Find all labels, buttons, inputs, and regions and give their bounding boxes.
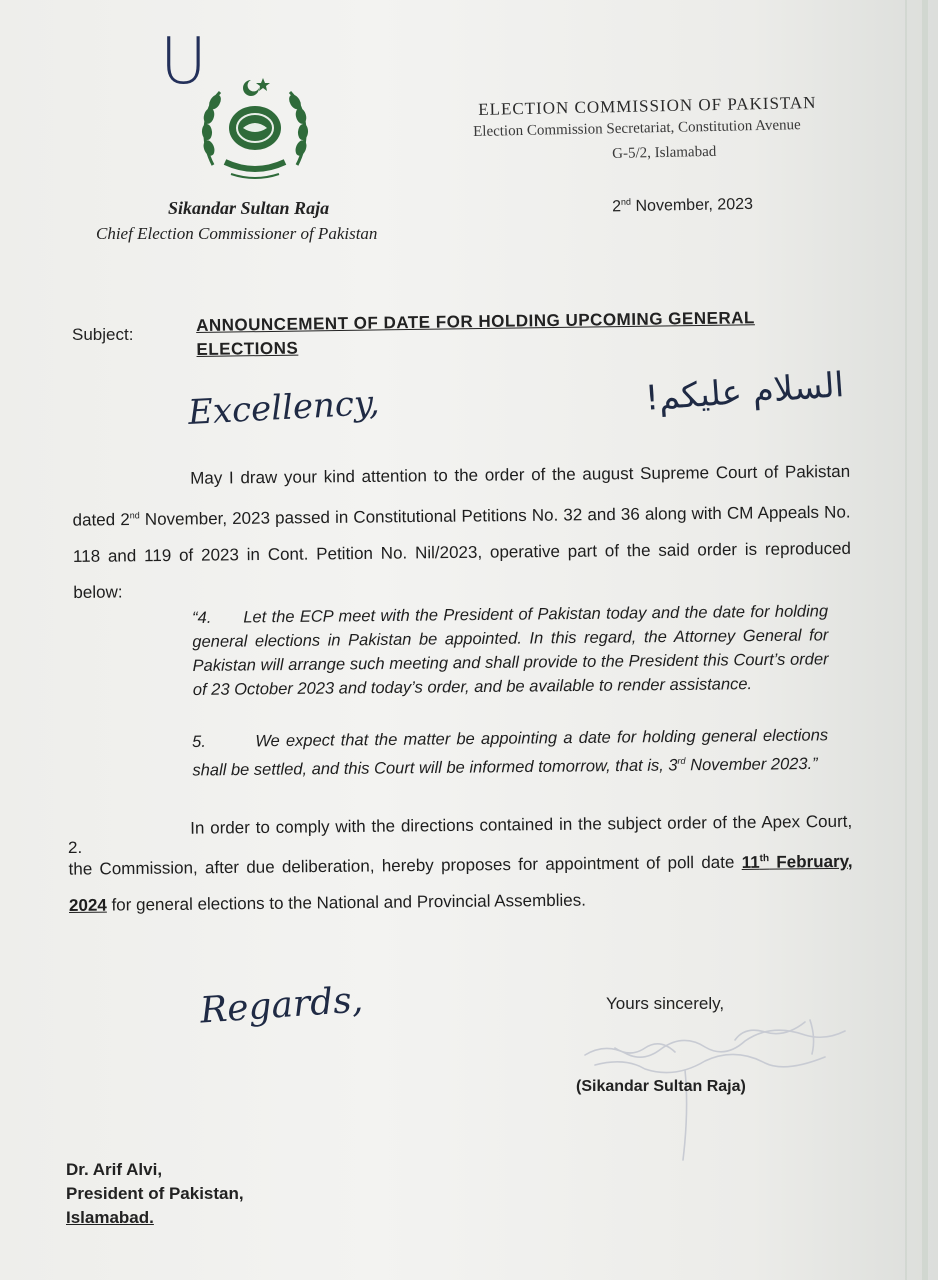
scan-streak (905, 0, 907, 1280)
yours-sincerely: Yours sincerely, (606, 994, 725, 1013)
quote-item-4: “4. Let the ECP meet with the President of Pakistan today and the date for holding general elections in Pakistan be appointed. In this regard, the Attorney General for Pakistan will arrange such meeting and shall provide to the President this Court’s order of 23 October 2023 and today’s order, and be available to render assistance. (192, 602, 829, 699)
subject-label: Subject: (72, 325, 134, 344)
paragraph-2: In order to comply with the directions contained in the subject order of the Apex Court, the Commission, after due deliberation, hereby proposes for appointment of poll date 11th February, 2024 for general elections to the National and Provincial Assemblies. (68, 811, 853, 915)
org-address: Election Commission Secretariat, Constitution Avenue (473, 117, 801, 140)
recipient-title: President of Pakistan, (66, 1184, 244, 1203)
sender-title: Chief Election Commissioner of Pakistan (96, 224, 378, 243)
quote-item-5: 5. We expect that the matter be appointing a date for holding general elections shall be settled, and this Court will be informed tomorrow, that is, 3rd November 2023.” (192, 726, 829, 780)
recipient-city: Islamabad. (66, 1208, 154, 1227)
subject-line-1: ANNOUNCEMENT OF DATE FOR HOLDING UPCOMING GENERAL (196, 308, 755, 335)
proposed-poll-date: 11th February, 2024 (68, 851, 853, 915)
sender-name: Sikandar Sultan Raja (168, 198, 330, 218)
scan-streak (922, 0, 928, 1280)
subject-title (196, 308, 755, 360)
signatory-name: (Sikandar Sultan Raja) (576, 1078, 746, 1095)
subject-line-2: ELECTIONS (196, 338, 299, 359)
paragraph-2-number: 2. (68, 838, 83, 857)
letter-date: 2nd November, 2023 (612, 195, 754, 216)
org-city: G-5/2, Islamabad (612, 143, 717, 162)
salutation-handwritten: Excellency, (187, 383, 381, 433)
paragraph-1: May I draw your kind attention to the order of the august Supreme Court of Pakistan dated 2nd November, 2023 passed in Constitutional Petitions No. 32 and 36 along with CM Appeals No. 118 and 119 of 2023 in Cont. Petition No. Nil/2023, operative part of the said order is reproduced below: (72, 461, 852, 602)
recipient-name: Dr. Arif Alvi, (66, 1160, 163, 1179)
ecp-emblem-icon (195, 70, 315, 190)
initial-mark: U (160, 25, 207, 99)
urdu-salutation: السلام علیکم! (643, 365, 846, 419)
regards-handwritten: Regards, (198, 979, 365, 1032)
org-name: ELECTION COMMISSION OF PAKISTAN (478, 92, 817, 119)
